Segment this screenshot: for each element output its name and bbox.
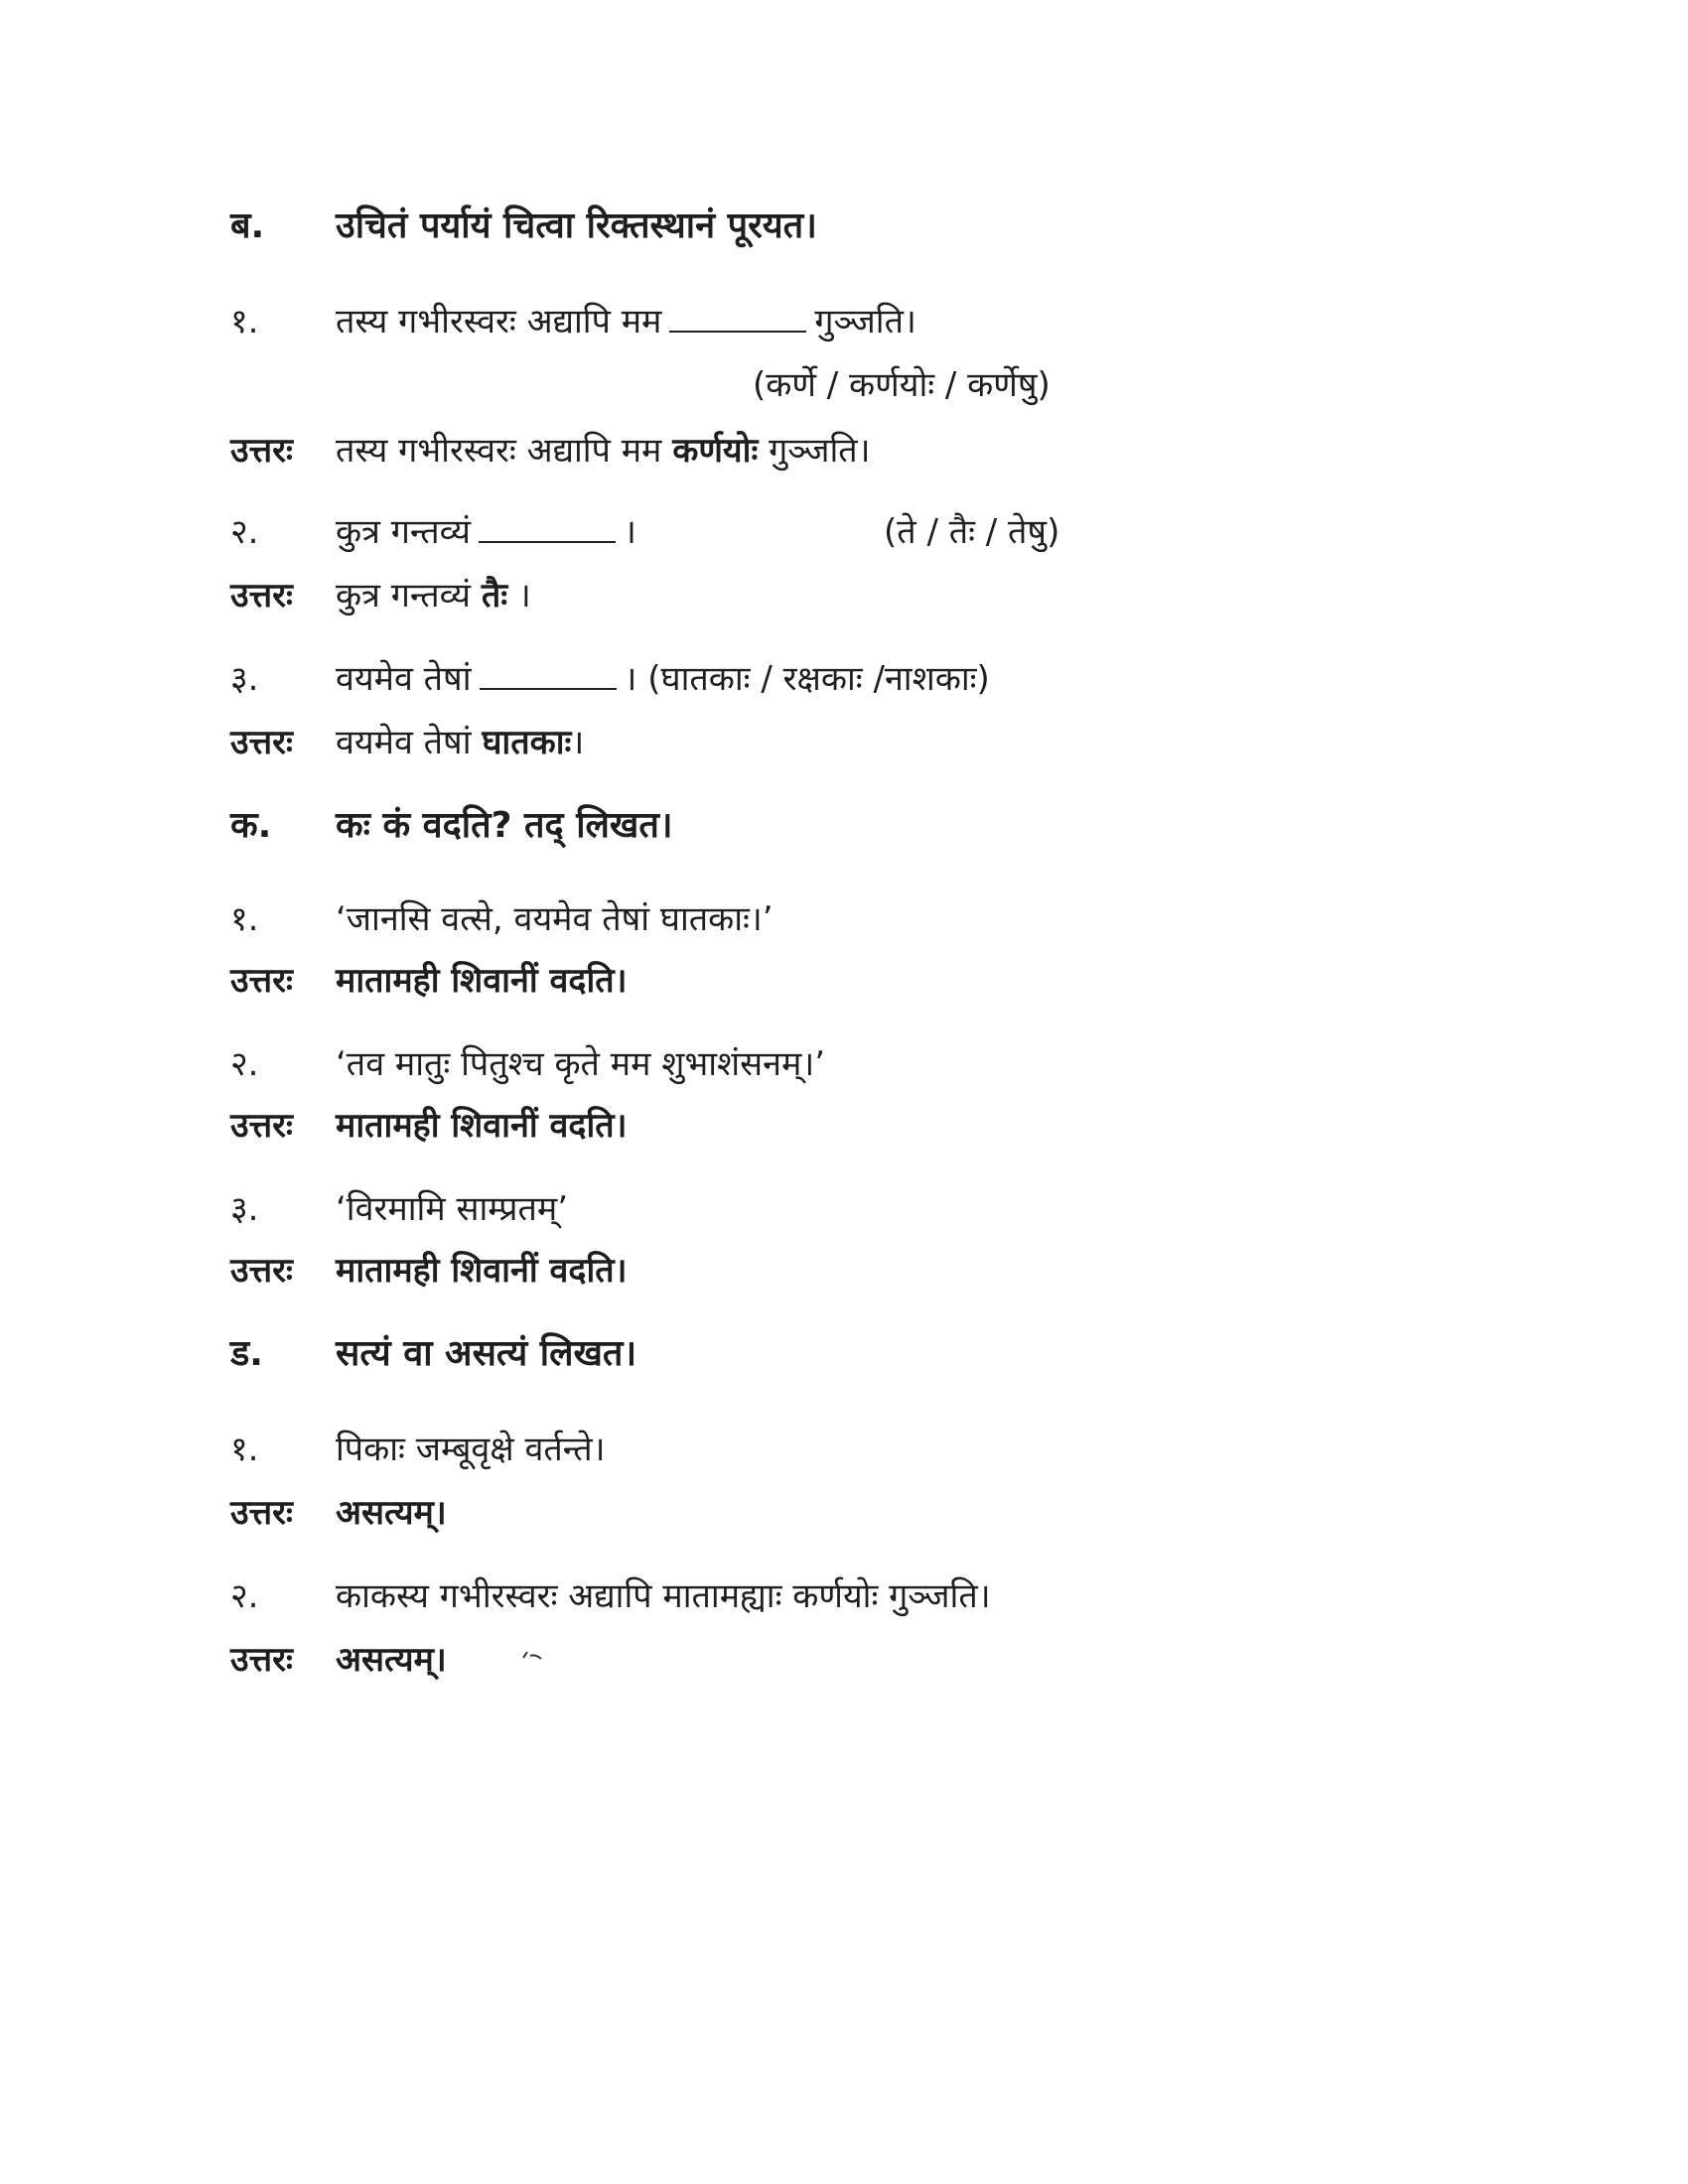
- answer-label: उत्तरः: [230, 576, 293, 615]
- answer-bold: तैः: [481, 576, 508, 615]
- answer-text: [336, 423, 871, 478]
- section-k-label: क.: [230, 805, 272, 846]
- question-text: [336, 294, 916, 349]
- question-number: १.: [230, 899, 259, 939]
- answer-text: [336, 568, 531, 623]
- question-before: तस्य गभीरस्वरः अद्यापि मम: [336, 302, 662, 341]
- answer-label: उत्तरः: [230, 1251, 293, 1291]
- section-d-heading: सत्यं वा असत्यं लिखत।: [336, 1333, 637, 1374]
- question-quote: ‘तव मातुः पितुश्च कृते मम शुभाशंसनम्।’: [336, 1044, 826, 1084]
- question-quote: ‘विरमामि साम्प्रतम्’: [336, 1189, 569, 1229]
- answer-label: उत्तरः: [230, 723, 293, 762]
- answer-before: तस्य गभीरस्वरः अद्यापि मम: [336, 431, 662, 471]
- answer-label: उत्तरः: [230, 1493, 293, 1533]
- question-text: [336, 504, 636, 560]
- question-number: २.: [230, 1576, 259, 1616]
- fill-blank: [480, 654, 617, 690]
- question-statement: पिकाः जम्बूवृक्षे वर्तन्ते।: [336, 1430, 606, 1469]
- fill-blank: [669, 297, 806, 333]
- section-k-heading: कः कं वदति? तद् लिखत।: [336, 805, 673, 846]
- answer-after: गुञ्जति।: [769, 431, 871, 471]
- answer-bold: कर्णयोः: [672, 431, 759, 471]
- question-number: १.: [230, 302, 259, 341]
- question-statement: काकस्य गभीरस्वरः अद्यापि मातामह्याः कर्णयोः गुञ्जति।: [336, 1576, 991, 1616]
- question-number: २.: [230, 1044, 259, 1084]
- section-b-heading: उचितं पर्यायं चित्वा रिक्तस्थानं पूरयत।: [336, 205, 817, 246]
- answer-before: कुत्र गन्तव्यं: [336, 576, 472, 615]
- fill-blank: [479, 507, 616, 543]
- answer-label: उत्तरः: [230, 1106, 293, 1146]
- answer-text: [336, 715, 584, 770]
- answer-before: वयमेव तेषां: [336, 723, 472, 762]
- question-after: गुञ्जति।: [814, 302, 916, 341]
- question-quote: ‘जानसि वत्से, वयमेव तेषां घातकाः।’: [336, 899, 774, 939]
- answer-text: मातामही शिवानीं वदति।: [336, 1251, 628, 1291]
- answer-text: मातामही शिवानीं वदति।: [336, 961, 628, 1001]
- answer-label: उत्तरः: [230, 431, 293, 471]
- options-b1: (कर्णे / कर्णयोः / कर्णेषु): [753, 365, 1051, 405]
- answer-text: असत्यम्।: [336, 1640, 447, 1680]
- question-text: [336, 651, 990, 707]
- options-b2: (ते / तैः / तेषु): [884, 512, 1060, 552]
- question-number: २.: [230, 512, 259, 552]
- answer-after: ।: [517, 576, 531, 615]
- question-after: ।: [624, 512, 636, 552]
- answer-after: ।: [571, 723, 585, 762]
- answer-text: असत्यम्।: [336, 1493, 447, 1533]
- section-b-label: ब.: [230, 205, 265, 246]
- question-before: वयमेव तेषां: [336, 659, 472, 699]
- answer-label: उत्तरः: [230, 961, 293, 1001]
- question-number: १.: [230, 1430, 259, 1469]
- stray-mark-glyph: [521, 1648, 549, 1662]
- answer-text: मातामही शिवानीं वदति।: [336, 1106, 628, 1146]
- question-number: ३.: [230, 659, 259, 699]
- answer-label: उत्तरः: [230, 1640, 293, 1680]
- section-d-label: ड.: [230, 1333, 263, 1374]
- stray-mark: [521, 1648, 549, 1662]
- question-before: कुत्र गन्तव्यं: [336, 512, 472, 552]
- question-number: ३.: [230, 1189, 259, 1229]
- question-after: । (घातकाः / रक्षकाः /नाशकाः): [624, 659, 990, 699]
- answer-bold: घातकाः: [482, 723, 572, 762]
